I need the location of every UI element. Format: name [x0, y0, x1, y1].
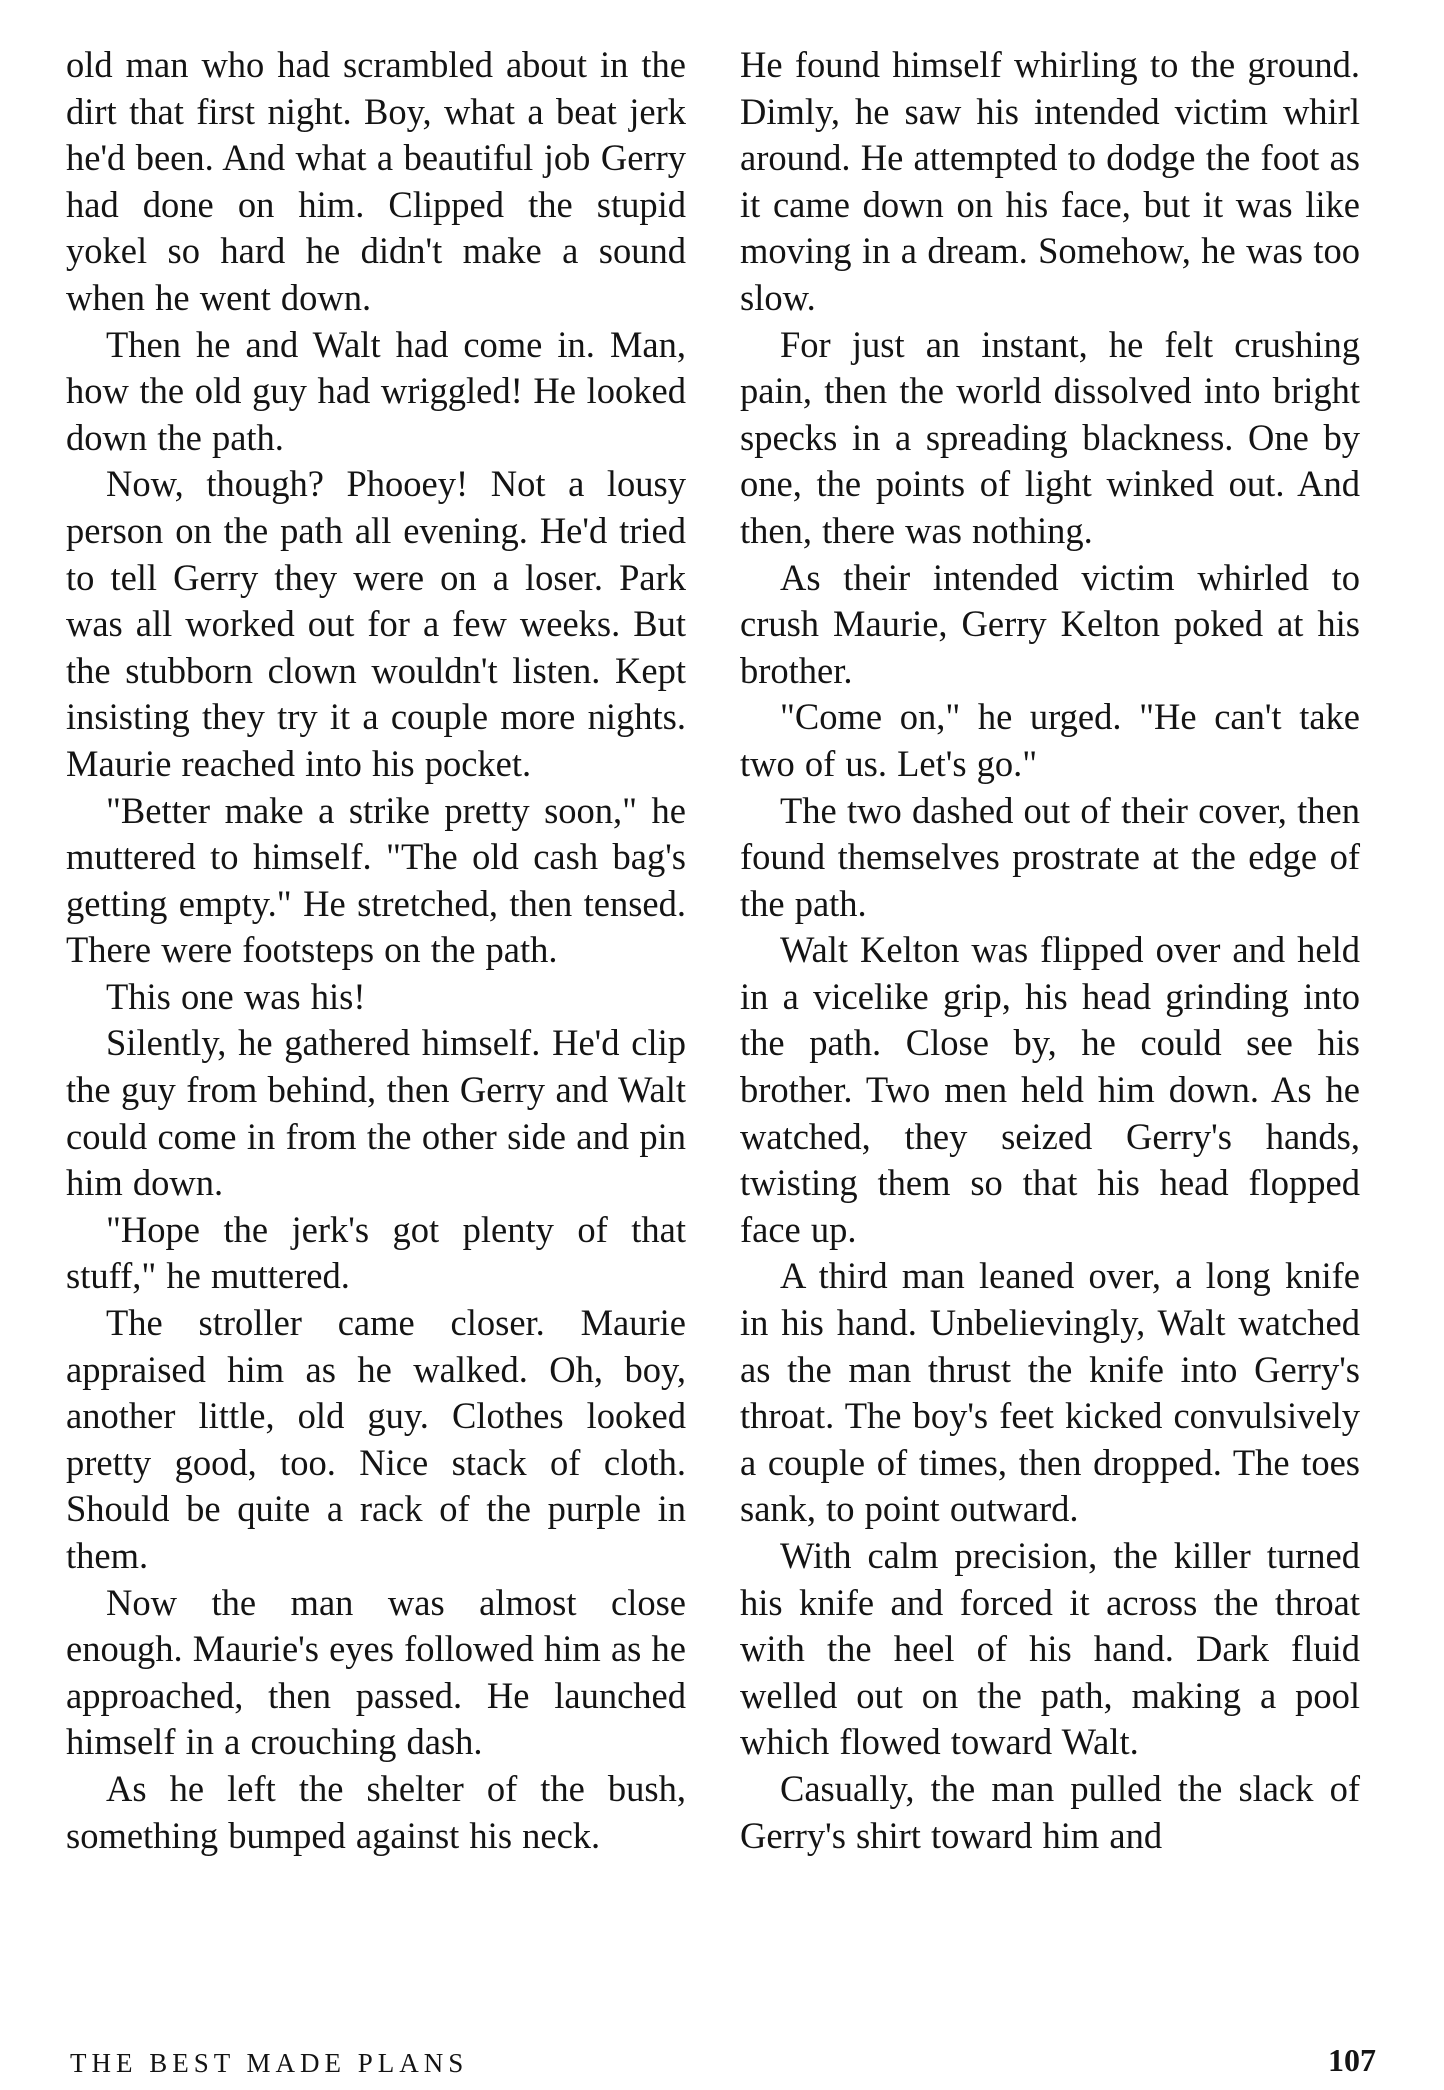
page-number: 107 [1328, 2042, 1376, 2078]
paragraph: This one was his! [106, 975, 366, 1017]
paragraph: The two dashed out of their cover, then found themselves prostrate at the edge of the path. [740, 789, 1360, 924]
paragraph: A third man leaned over, a long knife in his hand. Unbelievingly, Walt watched as the man thrust the knife into Gerry's throat. The boy's feet kicked convulsively a couple of times, then dropped. The toes sank, to point outward. [740, 1255, 1360, 1530]
paragraph: Now the man was almost close enough. Maurie's eyes followed him as he approached, then passed. He launched himself in a crouching dash. [66, 1581, 686, 1763]
paragraph: As he left the shelter of the bush, something bumped against his neck. [66, 1767, 686, 1856]
paragraph: "Come on," he urged. "He can't take two of us. Let's go." [740, 696, 1360, 784]
paragraph: The stroller came closer. Maurie appraised him as he walked. Oh, boy, another little, old guy. Clothes looked pretty good, too. Nice stack of cloth. Should be quite a rack of the purple in them. [66, 1302, 686, 1576]
paragraph: Casually, the man pulled the slack of Gerry's shirt toward him and [740, 1767, 1360, 1856]
paragraph: old man who had scrambled about in the dirt that first night. Boy, what a beat jerk he'd been. And what a beautiful job Gerry had done on him. Clipped the stupid yokel so hard he didn't make a sound when he went down. [66, 44, 686, 318]
running-title: THE BEST MADE PLANS [70, 2048, 469, 2078]
paragraph: "Hope the jerk's got plenty of that stuff," he muttered. [66, 1208, 686, 1297]
page-footer [70, 2042, 1376, 2082]
paragraph: Silently, he gathered himself. He'd clip the guy from behind, then Gerry and Walt could come in from the other side and pin him down. [66, 1022, 686, 1204]
paragraph: As their intended victim whirled to crush Maurie, Gerry Kelton poked at his brother. [740, 556, 1360, 691]
left-column [66, 42, 686, 1859]
paragraph: He found himself whirling to the ground. Dimly, he saw his intended victim whirl around. He attempted to dodge the foot as it came down on his face, but it was like moving in a dream. Somehow, he was too slow. [740, 44, 1360, 318]
paragraph: Walt Kelton was flipped over and held in a vicelike grip, his head grinding into the path. Close by, he could see his brother. Two men held him down. As he watched, they seized Gerry's hands, twisting them so that his head flopped face up. [740, 929, 1360, 1250]
paragraph: For just an instant, he felt crushing pain, then the world dissolved into bright specks in a spreading blackness. One by one, the points of light winked out. And then, there was nothing. [740, 323, 1360, 551]
paragraph: Then he and Walt had come in. Man, how the old guy had wriggled! He looked down the path. [66, 323, 686, 458]
right-column [740, 42, 1360, 1859]
paragraph: "Better make a strike pretty soon," he muttered to himself. "The old cash bag's getting empty." He stretched, then tensed. There were footsteps on the path. [66, 789, 686, 971]
paragraph: With calm precision, the killer turned his knife and forced it across the throat with the heel of his hand. Dark fluid welled out on the path, making a pool which flowed toward Walt. [740, 1535, 1360, 1763]
paragraph: Now, though? Phooey! Not a lousy person on the path all evening. He'd tried to tell Gerry they were on a loser. Park was all worked out for a few weeks. But the stubborn clown wouldn't listen. Kept insisting they try it a couple more nights. Maurie reached into his pocket. [66, 463, 686, 784]
